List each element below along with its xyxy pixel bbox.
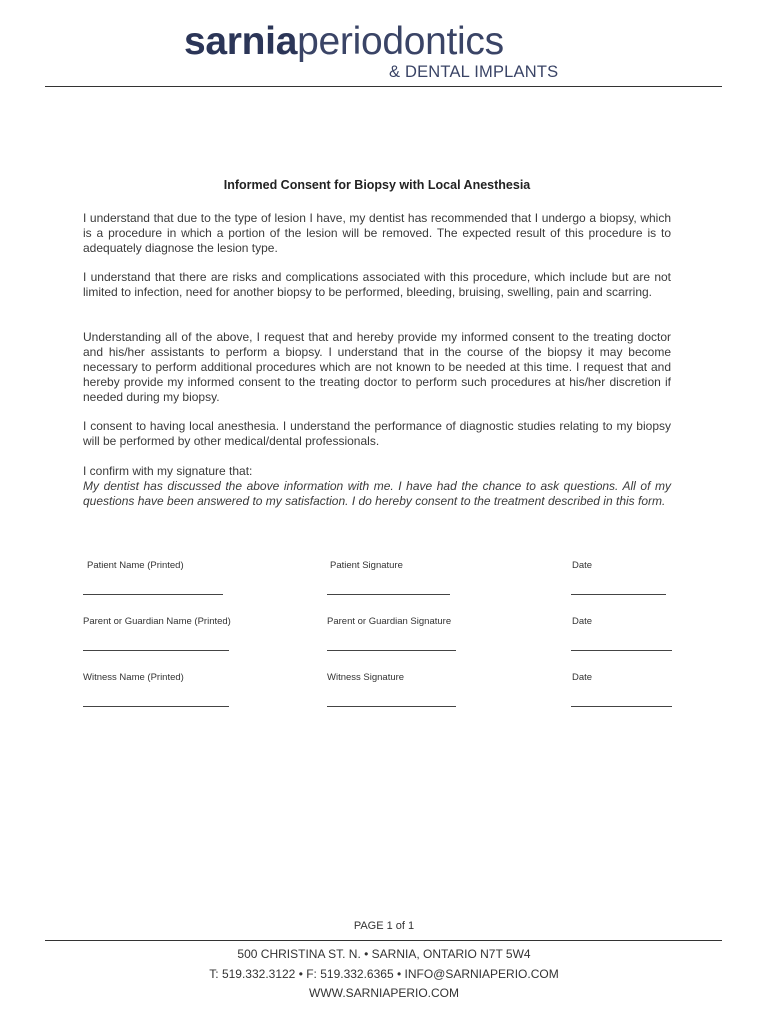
- guardian-date-label: Date: [572, 616, 593, 627]
- patient-signature-label: Patient Signature: [330, 560, 403, 571]
- practice-logo: [184, 22, 594, 84]
- guardian-date-line[interactable]: [571, 650, 672, 651]
- witness-name-label: Witness Name (Printed): [83, 672, 184, 683]
- logo-tagline: & DENTAL IMPLANTS: [389, 63, 559, 81]
- footer-divider: [45, 940, 722, 941]
- patient-name-line[interactable]: [83, 594, 223, 595]
- paragraph-confirm-intro: I confirm with my signature that:: [83, 464, 253, 478]
- header-divider: [45, 86, 722, 87]
- patient-date-label: Date: [572, 560, 593, 571]
- paragraph-confirm-statement: My dentist has discussed the above information with me. I have had the chance to ask questions. All of my questions have been answered to my satisfaction. I do hereby consent to the treatment described in this form.: [83, 479, 671, 508]
- witness-date-line[interactable]: [571, 706, 672, 707]
- patient-signature-line[interactable]: [327, 594, 450, 595]
- logo-word-sarnia: sarnia: [184, 20, 298, 63]
- guardian-name-line[interactable]: [83, 650, 229, 651]
- guardian-signature-label: Parent or Guardian Signature: [327, 616, 452, 627]
- guardian-signature-line[interactable]: [327, 650, 456, 651]
- logo-word-periodontics: periodontics: [297, 20, 504, 63]
- document-title: Informed Consent for Biopsy with Local Anesthesia: [223, 178, 531, 192]
- patient-name-label: Patient Name (Printed): [87, 560, 184, 571]
- paragraph-risks: I understand that there are risks and complications associated with this procedure, which include but are not limited to infection, need for another biopsy to be performed, bleeding, bruising, swelling, pain and scarring.: [83, 270, 671, 299]
- witness-signature-line[interactable]: [327, 706, 456, 707]
- page-number: PAGE 1 of 1: [353, 920, 415, 932]
- paragraph-consent-request: Understanding all of the above, I request that and hereby provide my informed consent to the treating doctor and his/her assistants to perform a biopsy. I understand that in the course of the biopsy it may become necessary to perform additional procedures which are not known to be needed at this time. I request that and hereby provide my informed consent to the treating doctor to perform such procedures at his/her discretion if needed during my biopsy.: [83, 330, 671, 404]
- witness-date-label: Date: [572, 672, 593, 683]
- footer-address: 500 CHRISTINA ST. N. • SARNIA, ONTARIO N7T 5W4: [237, 947, 531, 961]
- guardian-name-label: Parent or Guardian Name (Printed): [83, 616, 231, 627]
- logo-wordmark: [184, 22, 504, 61]
- witness-signature-label: Witness Signature: [327, 672, 405, 683]
- paragraph-anesthesia: I consent to having local anesthesia. I understand the performance of diagnostic studies relating to my biopsy will be performed by other medical/dental professionals.: [83, 419, 671, 448]
- footer-website: WWW.SARNIAPERIO.COM: [309, 986, 459, 1000]
- footer-contact: T: 519.332.3122 • F: 519.332.6365 • INFO@SARNIAPERIO.COM: [209, 967, 559, 981]
- witness-name-line[interactable]: [83, 706, 229, 707]
- paragraph-biopsy-purpose: I understand that due to the type of lesion I have, my dentist has recommended that I undergo a biopsy, which is a procedure in which a portion of the lesion will be removed. The expected result of this procedure is to adequately diagnose the lesion type.: [83, 211, 671, 255]
- patient-date-line[interactable]: [571, 594, 666, 595]
